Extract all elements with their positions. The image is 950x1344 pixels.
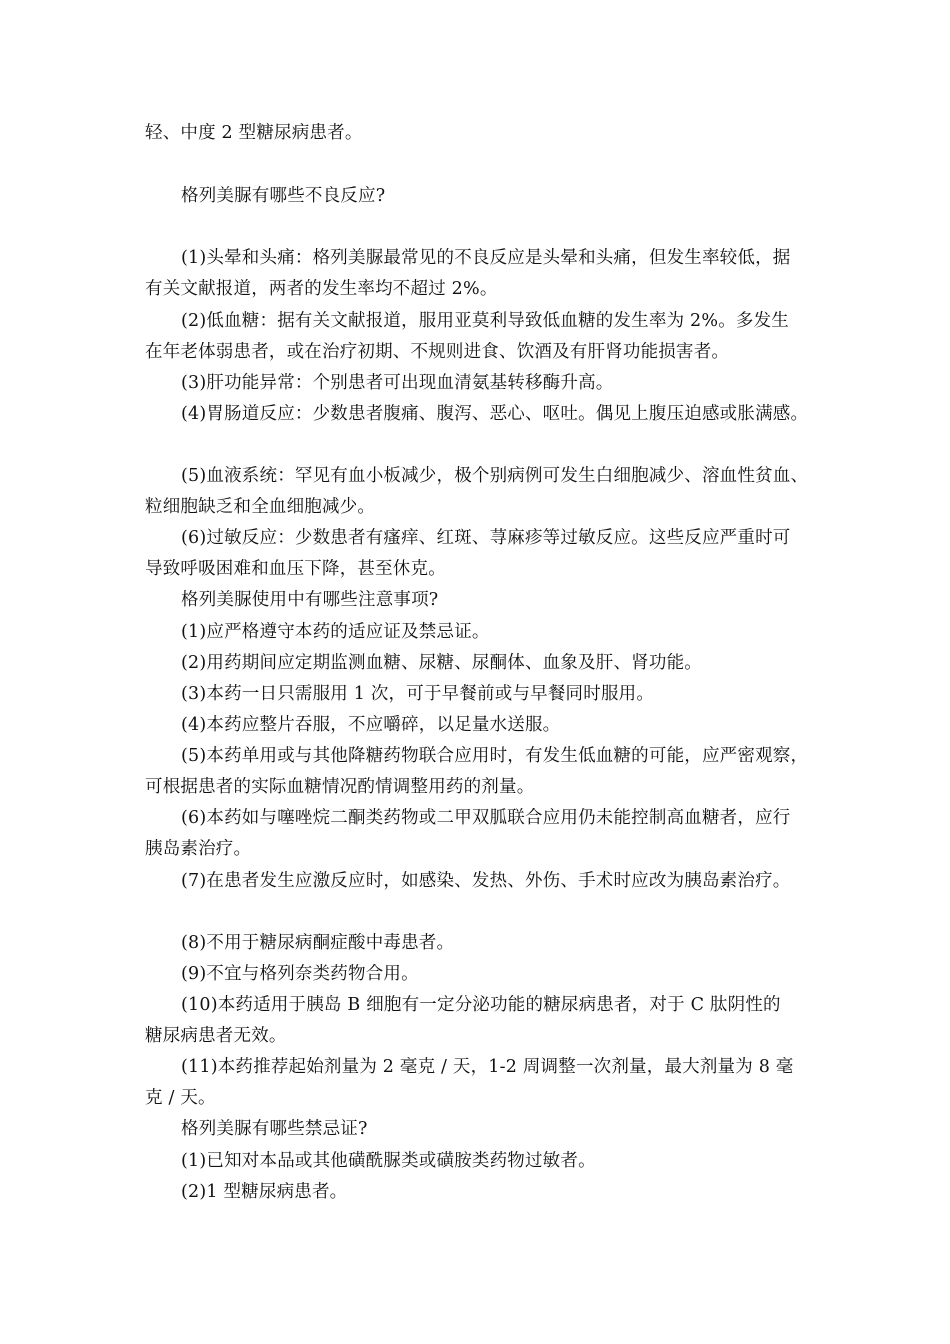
text-line: (5)本药单用或与其他降糖药物联合应用时，有发生低血糖的可能，应严密观察， — [181, 746, 809, 766]
text-line: 有关文献报道，两者的发生率均不超过 2%。 — [145, 279, 498, 299]
text-line: (8)不用于糖尿病酮症酸中毒患者。 — [181, 933, 455, 953]
text-line: (2)用药期间应定期监测血糖、尿糖、尿酮体、血象及肝、肾功能。 — [181, 653, 702, 673]
text-line: 可根据患者的实际血糖情况酌情调整用药的剂量。 — [145, 777, 535, 797]
text-line: (1)应严格遵守本药的适应证及禁忌证。 — [181, 622, 490, 642]
section-heading: 格列美脲有哪些禁忌证? — [181, 1119, 368, 1139]
text-line: (1)已知对本品或其他磺酰脲类或磺胺类药物过敏者。 — [181, 1151, 596, 1171]
text-line: 糖尿病患者无效。 — [145, 1026, 287, 1046]
text-line: (2)低血糖：据有关文献报道，服用亚莫利导致低血糖的发生率为 2%。多发生 — [181, 311, 790, 331]
text-line: (6)本药如与噻唑烷二酮类药物或二甲双胍联合应用仍未能控制高血糖者，应行 — [181, 808, 791, 828]
text-line: (2)1 型糖尿病患者。 — [181, 1182, 348, 1202]
text-line: (9)不宜与格列奈类药物合用。 — [181, 964, 419, 984]
text-line: 轻、中度 2 型糖尿病患者。 — [145, 123, 363, 143]
text-line: (5)血液系统：罕见有血小板减少，极个别病例可发生白细胞减少、溶血性贫血、 — [181, 466, 809, 486]
text-line: (3)肝功能异常：个别患者可出现血清氨基转移酶升高。 — [181, 373, 614, 393]
text-line: (4)胃肠道反应：少数患者腹痛、腹泻、恶心、呕吐。偶见上腹压迫感或胀满感。 — [181, 404, 809, 424]
text-line: (7)在患者发生应激反应时，如感染、发热、外伤、手术时应改为胰岛素治疗。 — [181, 871, 791, 891]
text-line: (11)本药推荐起始剂量为 2 毫克 / 天，1-2 周调整一次剂量，最大剂量为 8 毫 — [181, 1057, 794, 1077]
text-line: (10)本药适用于胰岛 B 细胞有一定分泌功能的糖尿病患者，对于 C 肽阴性的 — [181, 995, 781, 1015]
section-heading: 格列美脲有哪些不良反应? — [181, 186, 386, 206]
text-line: 胰岛素治疗。 — [145, 839, 252, 859]
section-heading: 格列美脲使用中有哪些注意事项? — [181, 590, 439, 610]
text-line: 粒细胞缺乏和全血细胞减少。 — [145, 497, 376, 517]
text-line: (1)头晕和头痛：格列美脲最常见的不良反应是头晕和头痛，但发生率较低，据 — [181, 248, 791, 268]
text-line: 导致呼吸困难和血压下降，甚至休克。 — [145, 559, 446, 579]
text-line: 在年老体弱患者，或在治疗初期、不规则进食、饮酒及有肝肾功能损害者。 — [145, 342, 730, 362]
text-line: (4)本药应整片吞服，不应嚼碎，以足量水送服。 — [181, 715, 561, 735]
text-line: (6)过敏反应：少数患者有瘙痒、红斑、荨麻疹等过敏反应。这些反应严重时可 — [181, 528, 791, 548]
text-line: 克 / 天。 — [145, 1088, 216, 1108]
text-line: (3)本药一日只需服用 1 次，可于早餐前或与早餐同时服用。 — [181, 684, 655, 704]
